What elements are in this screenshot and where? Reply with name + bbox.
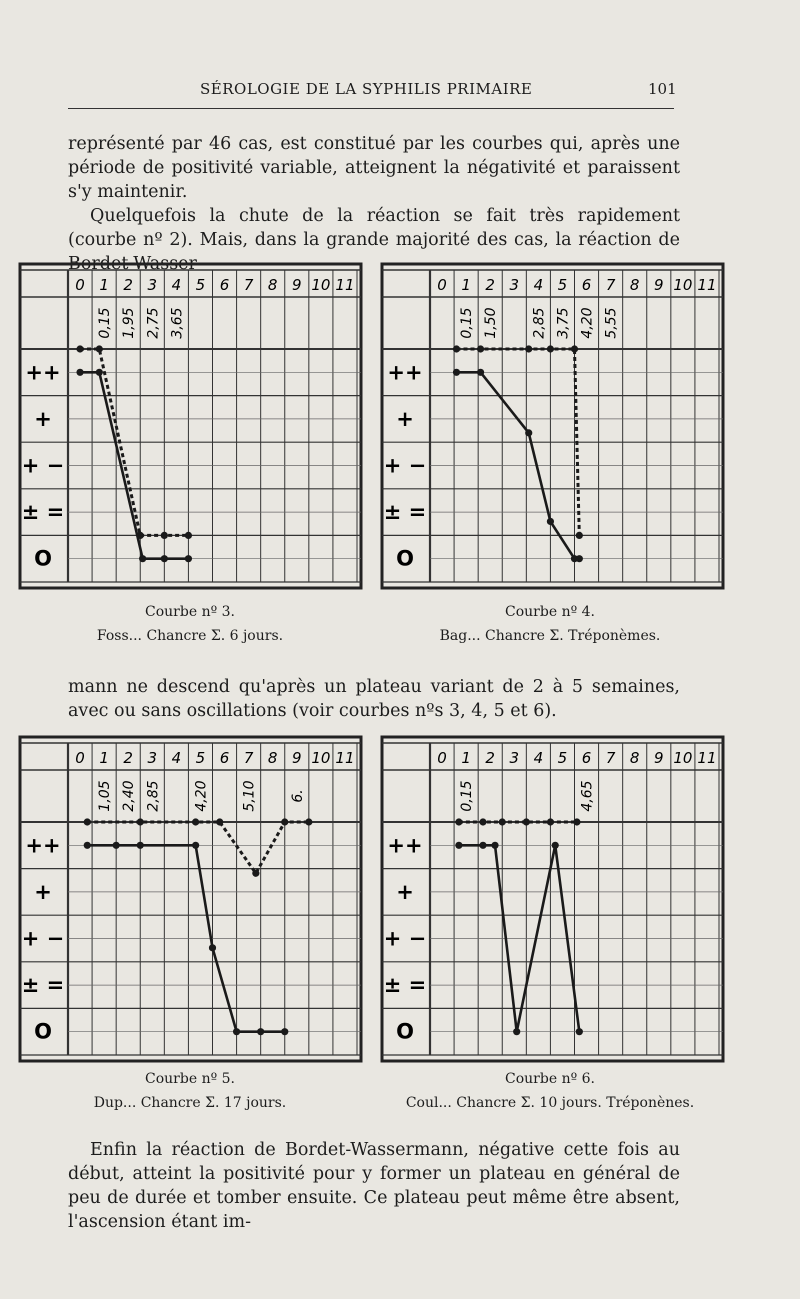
chart-frame <box>20 264 361 588</box>
data-point <box>137 818 144 825</box>
page-number: 101 <box>648 80 677 98</box>
data-point <box>161 555 168 562</box>
x-tick-label: 7 <box>605 749 616 767</box>
data-point <box>479 842 486 849</box>
x-tick-label: 5 <box>557 749 568 767</box>
y-tick-label: + <box>34 406 52 431</box>
y-tick-label: + − <box>21 926 65 951</box>
x-tick-label: 5 <box>557 276 568 294</box>
data-point <box>185 532 192 539</box>
data-label: 5,10 <box>241 780 258 812</box>
data-point <box>233 1028 240 1035</box>
x-tick-label: 0 <box>437 749 447 767</box>
paragraph-top-text: représenté par 46 cas, est constitué par les courbes qui, après une période de positivité variable, atteignent la négativité et paraissent s'y maintenir. <box>68 134 680 202</box>
chart-frame <box>382 264 723 588</box>
data-point <box>139 555 146 562</box>
x-tick-label: 8 <box>267 749 278 767</box>
caption-title: Courbe nº 3. <box>145 604 235 620</box>
data-point <box>216 818 223 825</box>
y-tick-label: + <box>396 406 414 431</box>
y-tick-label: + <box>34 879 52 904</box>
x-tick-label: 4 <box>171 749 182 767</box>
paragraph-second-text: Quelquefois la chute de la réaction se fait très rapidement (courbe nº 2). Mais, dans la grande majorité des cas, la réaction de Bordet-Wasser- <box>68 206 680 274</box>
x-tick-label: 0 <box>75 749 85 767</box>
data-label: 3,75 <box>555 307 572 339</box>
data-label: 0,15 <box>97 307 114 339</box>
y-tick-label: O <box>34 546 52 571</box>
x-tick-label: 7 <box>605 276 616 294</box>
data-point <box>547 818 554 825</box>
data-point <box>525 345 532 352</box>
x-tick-label: 1 <box>461 276 471 294</box>
x-tick-label: 10 <box>673 276 693 294</box>
x-tick-label: 5 <box>195 276 206 294</box>
chart-frame <box>382 737 723 1061</box>
chart-svg <box>380 262 725 590</box>
data-point <box>455 818 462 825</box>
data-label: 2,85 <box>531 307 548 339</box>
x-tick-label: 9 <box>654 276 664 294</box>
data-point <box>281 818 288 825</box>
data-label: 0,15 <box>459 307 476 339</box>
data-point <box>192 842 199 849</box>
data-point <box>552 842 559 849</box>
y-tick-label: O <box>34 1019 52 1044</box>
caption-courbe-3 <box>25 600 355 648</box>
data-point <box>499 818 506 825</box>
y-tick-label: O <box>396 1019 414 1044</box>
data-point <box>547 518 554 525</box>
x-tick-label: 9 <box>292 276 302 294</box>
paragraph-middle <box>68 675 680 723</box>
y-tick-label: + − <box>21 453 65 478</box>
data-point <box>571 345 578 352</box>
x-tick-label: 9 <box>654 749 664 767</box>
x-tick-label: 4 <box>171 276 182 294</box>
data-point <box>525 429 532 436</box>
x-tick-label: 10 <box>311 749 331 767</box>
caption-title: Courbe nº 4. <box>505 604 595 620</box>
data-point <box>477 345 484 352</box>
data-label: 4,65 <box>579 780 596 812</box>
x-tick-label: 2 <box>123 276 133 294</box>
paragraph-bottom-text: Enfin la réaction de Bordet-Wassermann, négative cette fois au début, atteint la positivité pour y former un plateau en général de peu de durée et tomber ensuite. Ce plateau peut même être absent, l'ascension étant im- <box>68 1140 680 1232</box>
data-point <box>96 345 103 352</box>
caption-courbe-4 <box>385 600 715 648</box>
data-point <box>453 345 460 352</box>
chart-frame <box>20 737 361 1061</box>
chart-svg <box>18 262 363 590</box>
x-tick-label: 7 <box>243 749 254 767</box>
caption-subtitle: Dup... Chancre Σ. 17 jours. <box>93 1095 287 1111</box>
data-point <box>491 842 498 849</box>
y-tick-label: ++ <box>25 360 61 385</box>
data-point <box>76 345 83 352</box>
data-label: 0,15 <box>459 780 476 812</box>
caption-courbe-6 <box>385 1067 715 1115</box>
x-tick-label: 11 <box>697 749 717 767</box>
data-point <box>185 555 192 562</box>
data-point <box>453 369 460 376</box>
x-tick-label: 4 <box>533 749 544 767</box>
x-tick-label: 7 <box>243 276 254 294</box>
x-tick-label: 2 <box>123 749 133 767</box>
data-label: 4,20 <box>193 780 210 812</box>
chart-courbe-3 <box>18 262 363 590</box>
data-point <box>209 944 216 951</box>
data-point <box>161 532 168 539</box>
caption-title: Courbe nº 6. <box>505 1071 595 1087</box>
y-tick-label: ++ <box>25 833 61 858</box>
data-point <box>84 818 91 825</box>
data-label: 1,50 <box>483 307 500 339</box>
data-point <box>513 1028 520 1035</box>
x-tick-label: 6 <box>219 749 230 767</box>
data-label: 2,85 <box>145 780 162 812</box>
x-tick-label: 3 <box>509 749 520 767</box>
x-tick-label: 6 <box>581 749 592 767</box>
x-tick-label: 2 <box>485 276 495 294</box>
y-tick-label: ± = <box>383 973 427 998</box>
chart-courbe-5 <box>18 735 363 1063</box>
caption-courbe-5 <box>25 1067 355 1115</box>
x-tick-label: 9 <box>292 749 302 767</box>
data-point <box>479 818 486 825</box>
data-point <box>523 818 530 825</box>
caption-subtitle: Bag... Chancre Σ. Tréponèmes. <box>439 628 661 644</box>
data-point <box>113 842 120 849</box>
data-label: 1,05 <box>97 780 114 812</box>
chart-svg <box>380 735 725 1063</box>
y-tick-label: O <box>396 546 414 571</box>
x-tick-label: 6 <box>219 276 230 294</box>
paragraph-middle-text: mann ne descend qu'après un plateau variant de 2 à 5 semaines, avec ou sans oscillations (voir courbes nºs 3, 4, 5 et 6). <box>68 677 680 721</box>
caption-title: Courbe nº 5. <box>145 1071 235 1087</box>
x-tick-label: 6 <box>581 276 592 294</box>
data-label: 5,55 <box>603 307 620 339</box>
data-label: 2,75 <box>145 307 162 339</box>
x-tick-label: 11 <box>335 276 355 294</box>
y-tick-label: ± = <box>21 973 65 998</box>
paragraph-bottom <box>68 1138 680 1234</box>
data-point <box>576 1028 583 1035</box>
data-point <box>96 369 103 376</box>
y-tick-label: ± = <box>21 500 65 525</box>
x-tick-label: 3 <box>147 749 158 767</box>
caption-subtitle: Coul... Chancre Σ. 10 jours. Tréponènes. <box>405 1095 695 1111</box>
x-tick-label: 11 <box>697 276 717 294</box>
x-tick-label: 1 <box>99 276 109 294</box>
chart-courbe-4 <box>380 262 725 590</box>
data-label: 6. <box>289 789 306 803</box>
x-tick-label: 10 <box>673 749 693 767</box>
x-tick-label: 1 <box>461 749 471 767</box>
data-point <box>573 818 580 825</box>
data-label: 1,95 <box>121 307 138 339</box>
x-tick-label: 3 <box>509 276 520 294</box>
data-point <box>252 870 259 877</box>
x-tick-label: 1 <box>99 749 109 767</box>
x-tick-label: 4 <box>533 276 544 294</box>
x-tick-label: 2 <box>485 749 495 767</box>
data-point <box>137 842 144 849</box>
data-point <box>455 842 462 849</box>
x-tick-label: 8 <box>267 276 278 294</box>
data-point <box>84 842 91 849</box>
data-point <box>281 1028 288 1035</box>
y-tick-label: + − <box>383 926 427 951</box>
x-tick-label: 10 <box>311 276 331 294</box>
y-tick-label: + − <box>383 453 427 478</box>
x-tick-label: 8 <box>629 276 640 294</box>
caption-subtitle: Foss... Chancre Σ. 6 jours. <box>96 628 284 644</box>
x-tick-label: 5 <box>195 749 206 767</box>
data-point <box>76 369 83 376</box>
data-label: 3,65 <box>169 307 186 339</box>
x-tick-label: 3 <box>147 276 158 294</box>
x-tick-label: 0 <box>437 276 447 294</box>
data-point <box>192 818 199 825</box>
chart-svg <box>18 735 363 1063</box>
x-tick-label: 8 <box>629 749 640 767</box>
data-label: 4,20 <box>579 307 596 339</box>
y-tick-label: ++ <box>387 833 423 858</box>
data-point <box>257 1028 264 1035</box>
data-point <box>576 532 583 539</box>
header-rule <box>68 108 674 109</box>
chart-courbe-6 <box>380 735 725 1063</box>
x-tick-label: 0 <box>75 276 85 294</box>
data-point <box>305 818 312 825</box>
x-tick-label: 11 <box>335 749 355 767</box>
paragraph-top <box>68 132 680 276</box>
running-header-title: SÉROLOGIE DE LA SYPHILIS PRIMAIRE <box>200 80 533 98</box>
data-label: 2,40 <box>121 780 138 812</box>
y-tick-label: + <box>396 879 414 904</box>
data-point <box>547 345 554 352</box>
data-point <box>477 369 484 376</box>
y-tick-label: ++ <box>387 360 423 385</box>
y-tick-label: ± = <box>383 500 427 525</box>
data-point <box>576 555 583 562</box>
